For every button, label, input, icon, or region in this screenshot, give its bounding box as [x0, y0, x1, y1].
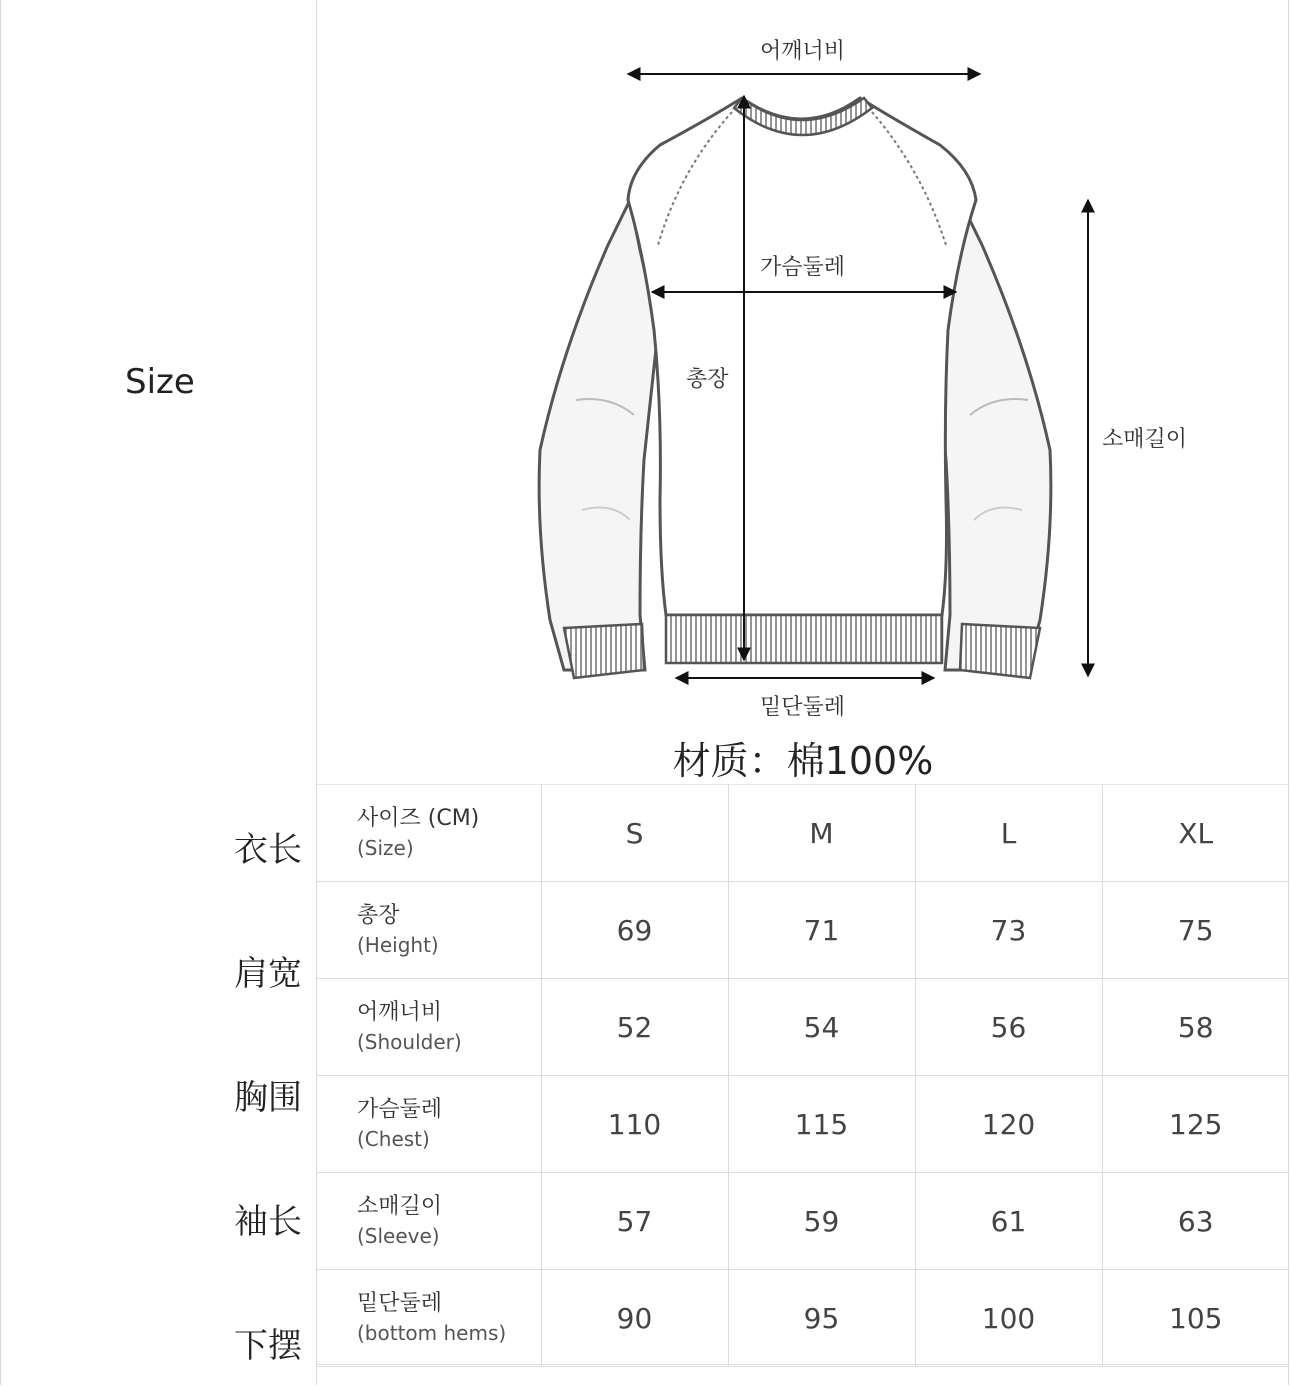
- value-cell: 100: [915, 1270, 1102, 1367]
- label-length: 총장: [686, 367, 729, 392]
- value-cell: 75: [1102, 882, 1289, 979]
- label-hem: 밑단둘레: [760, 695, 846, 720]
- row-label-cell: [317, 1076, 541, 1173]
- cn-label-hem: 下摆: [234, 1326, 302, 1366]
- row-label-cell: [317, 1173, 541, 1270]
- value-cell: 54: [728, 979, 915, 1076]
- table-bottom-strip: [317, 1364, 1289, 1386]
- value-cell: 110: [541, 1076, 728, 1173]
- row-en: (Height): [357, 933, 439, 957]
- size-s: S: [541, 785, 728, 882]
- cn-label-sleeve: 袖长: [234, 1202, 302, 1242]
- value-cell: 73: [915, 882, 1102, 979]
- row-en: (bottom hems): [357, 1321, 507, 1345]
- table-header-row: [317, 785, 1289, 882]
- value-cell: 69: [541, 882, 728, 979]
- value-cell: 61: [915, 1173, 1102, 1270]
- row-kr: 밑단둘레: [357, 1291, 443, 1316]
- table-row: [317, 1173, 1289, 1270]
- size-m: M: [728, 785, 915, 882]
- row-label-cell: [317, 1270, 541, 1367]
- value-cell: 90: [541, 1270, 728, 1367]
- row-kr: 어깨너비: [357, 1000, 443, 1025]
- table-row: [317, 1270, 1289, 1367]
- row-en: (Shoulder): [357, 1030, 462, 1054]
- value-cell: 105: [1102, 1270, 1289, 1367]
- cn-label-chest: 胸围: [234, 1078, 302, 1118]
- label-sleeve: 소매길이: [1102, 427, 1188, 452]
- row-en: (Chest): [357, 1127, 430, 1151]
- value-cell: 125: [1102, 1076, 1289, 1173]
- page-border-left: [0, 0, 1, 1385]
- header-kr: 사이즈 (CM): [357, 806, 480, 831]
- row-en: (Sleeve): [357, 1224, 440, 1248]
- row-kr: 총장: [357, 903, 400, 928]
- table-row: [317, 882, 1289, 979]
- value-cell: 56: [915, 979, 1102, 1076]
- value-cell: 71: [728, 882, 915, 979]
- size-label: Size: [125, 362, 195, 402]
- value-cell: 95: [728, 1270, 915, 1367]
- table-row: [317, 1076, 1289, 1173]
- label-shoulder: 어깨너비: [760, 39, 846, 64]
- size-l: L: [915, 785, 1102, 882]
- row-kr: 소매길이: [357, 1194, 443, 1219]
- garment-diagram: [520, 30, 1220, 730]
- material-label: 材质：棉100%: [672, 739, 934, 783]
- header-en: (Size): [357, 836, 414, 860]
- cn-label-shoulder: 肩宽: [234, 954, 302, 994]
- size-table: [317, 784, 1289, 1367]
- value-cell: 59: [728, 1173, 915, 1270]
- value-cell: 58: [1102, 979, 1289, 1076]
- label-chest: 가슴둘레: [760, 255, 846, 280]
- value-cell: 120: [915, 1076, 1102, 1173]
- value-cell: 57: [541, 1173, 728, 1270]
- row-kr: 가슴둘레: [357, 1097, 443, 1122]
- table-row: [317, 979, 1289, 1076]
- value-cell: 115: [728, 1076, 915, 1173]
- header-label-cell: [317, 785, 541, 882]
- row-label-cell: [317, 882, 541, 979]
- row-label-cell: [317, 979, 541, 1076]
- value-cell: 52: [541, 979, 728, 1076]
- value-cell: 63: [1102, 1173, 1289, 1270]
- sweatshirt-illustration-icon: [520, 30, 1220, 730]
- cn-label-length: 衣长: [234, 830, 302, 870]
- size-xl: XL: [1102, 785, 1289, 882]
